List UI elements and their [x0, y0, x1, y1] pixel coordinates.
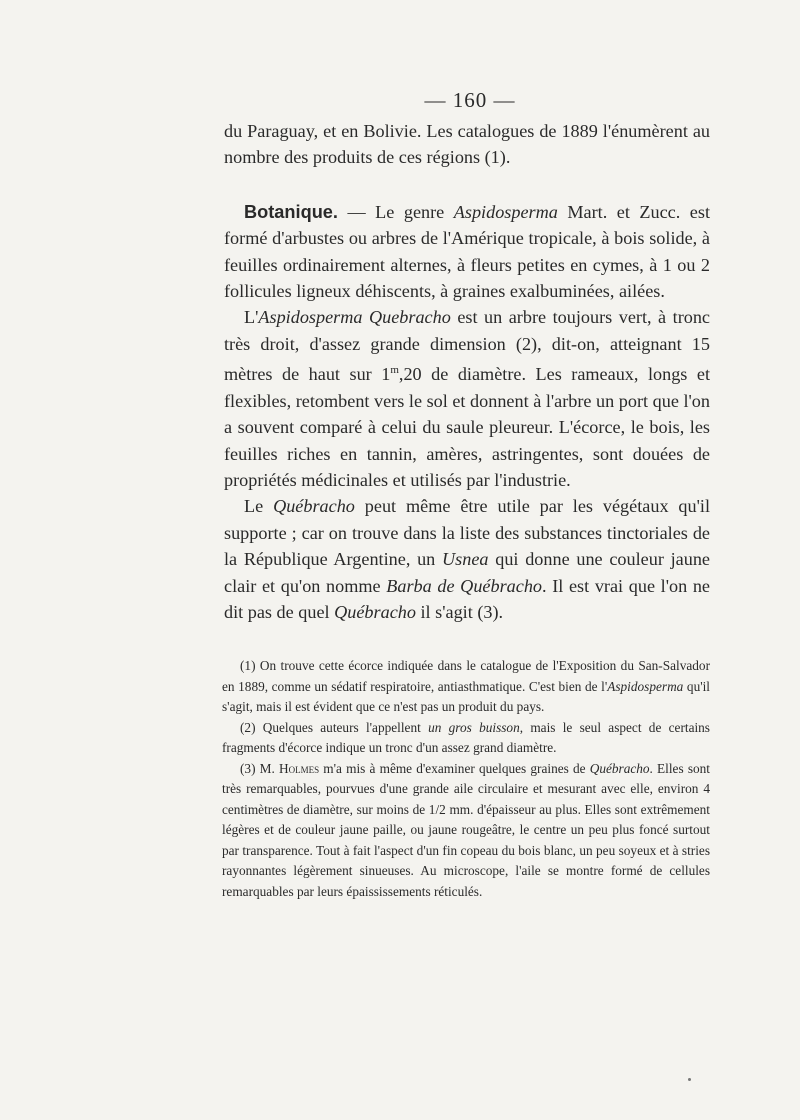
section-heading: Botanique.	[244, 201, 338, 222]
paragraph-usnea: Le Québracho peut même être utile par les végétaux qu'il supporte ; car on trouve dans la liste des substances tinctoriales de la République Argentine, un Usnea qui donne une couleur jaune clair et qu'on nomme Barba de Québracho. Il est vrai que l'on ne dit pas de quel Québracho il s'agit (3).	[224, 496, 710, 622]
footnotes	[222, 656, 710, 902]
species-name: Aspidosperma Quebracho	[258, 307, 451, 328]
footnote-3: (3) M. Holmes m'a mis à même d'examiner quelques graines de Québracho. Elles sont très remarquables, pourvues d'une grande aile circulaire et mesurant avec elle, environ 4 centimètres de diamètre, sur moins de 1/2 mm. d'épaisseur au plus. Elles sont extrêmement légères et de couleur jaune paille, ou jaune rougeâtre, le centre un peu plus foncé surtout par transparence. Tout à fait l'aspect d'un fin copeau du bois blanc, un peu soyeux et à stries rayonnantes légèrement sinueuses. Au microscope, l'aile se montre formé de cellules remarquables par leurs épaississements réticulés.	[222, 760, 710, 899]
footnote-2: (2) Quelques auteurs l'appellent un gros buisson, mais le seul aspect de certains fragments d'écorce indique un tronc d'un assez grand diamètre.	[222, 719, 710, 755]
genus-name: Aspidosperma	[453, 201, 558, 222]
paragraph-quebracho: L'Aspidosperma Quebracho est un arbre toujours vert, à tronc très droit, d'assez grande dimension (2), dit-on, atteignant 15 mètres de haut sur 1$^m$,20 de diamètre. Les rameaux, longs et flexibles, retombent vers le sol et donnent à l'arbre un port que l'on a souvent comparé à celui du saule pleureur. L'écorce, le bois, les feuilles riches en tannin, amères, astringentes, sont douées de propriétés médicinales et utilisés par l'industrie.	[224, 307, 711, 490]
paragraph-1: du Paraguay, et en Bolivie. Les catalogues de 1889 l'énumèrent au nombre des produits de ces régions (1).	[224, 121, 710, 168]
page-number: — 160 —	[424, 88, 516, 112]
paragraph-botanique: Botanique. — Le genre Aspidosperma Mart. et Zucc. est formé d'arbustes ou arbres de l'Amérique tropicale, à bois solide, à feuilles ordinairement alternes, à fleurs petites en cymes, à 1 ou 2 follicules ligneux déhiscents, à graines exalbuminées, ailées.	[224, 201, 710, 302]
main-text	[224, 118, 710, 625]
footnote-1: (1) On trouve cette écorce indiquée dans le catalogue de l'Exposition du San-Salvador en 1889, comme un sédatif respiratoire, antiasthmatique. C'est bien de l'Aspidosperma qu'il s'agit, mais il est évident que ce n'est pas un produit du pays.	[222, 658, 711, 714]
ink-speck	[688, 1078, 691, 1081]
author-name: Holmes	[279, 760, 320, 776]
